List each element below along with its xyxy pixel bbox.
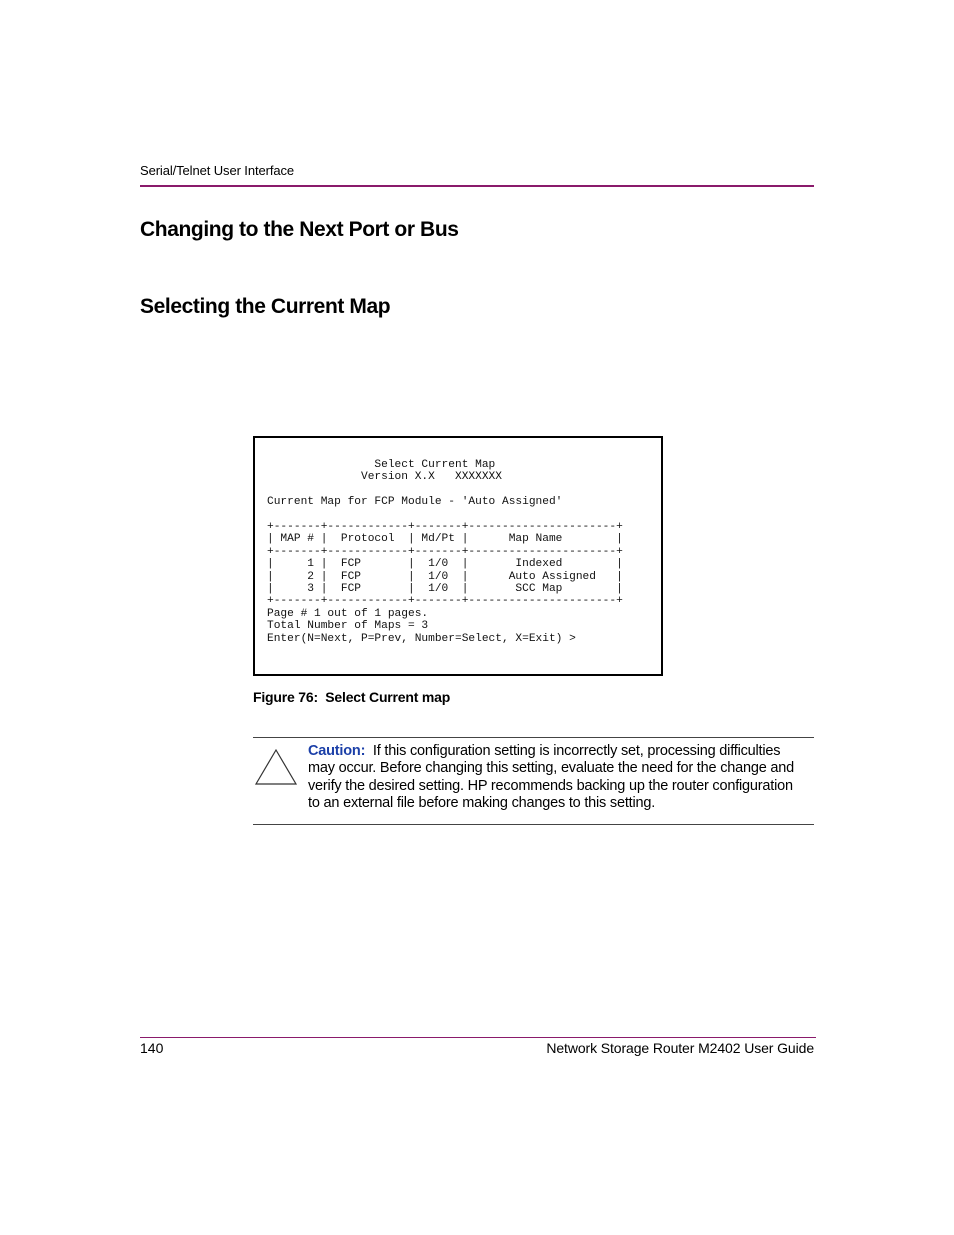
figure-title: Select Current map xyxy=(325,689,451,705)
section-heading-current-map: Selecting the Current Map xyxy=(140,295,391,318)
footer-rule xyxy=(140,1037,816,1038)
figure-caption xyxy=(253,689,450,705)
caution-text-block xyxy=(308,743,808,812)
figure-label: Figure 76: xyxy=(253,689,318,705)
caution-block xyxy=(253,737,814,825)
caution-triangle-icon xyxy=(254,748,298,786)
header-rule xyxy=(140,185,814,187)
section-heading-next-port: Changing to the Next Port or Bus xyxy=(140,218,459,241)
caution-body: If this configuration setting is incorrectly set, processing difficulties may occur. Before changing this setting, evaluate the need for the change and verify the desired setting. HP recommends backing up the router configuration to an external file before making changes to this setting. xyxy=(308,743,794,811)
footer-document-title: Network Storage Router M2402 User Guide xyxy=(546,1040,814,1056)
caution-label: Caution: xyxy=(308,743,366,759)
page-number: 140 xyxy=(140,1040,164,1056)
terminal-screen-text: Select Current Map Version X.X XXXXXXX Current Map for FCP Module - 'Auto Assigned' +-------+------------+-------+----------------------+ | MAP # | Protocol | Md/Pt | Map Name | +-------+------------+-------+----------------------+ | 1 | FCP | 1/0 | Indexed | | 2 | FCP | 1/0 | Auto Assigned | | 3 | FCP | 1/0 | SCC Map | +-------+------------+-------+----------------------+ Page # 1 out of 1 pages. Total Number of Maps = 3 Enter(N=Next, P=Prev, Number=Select, X=Exit) > xyxy=(267,459,623,645)
terminal-screen-figure xyxy=(253,436,663,676)
running-header: Serial/Telnet User Interface xyxy=(140,163,294,178)
